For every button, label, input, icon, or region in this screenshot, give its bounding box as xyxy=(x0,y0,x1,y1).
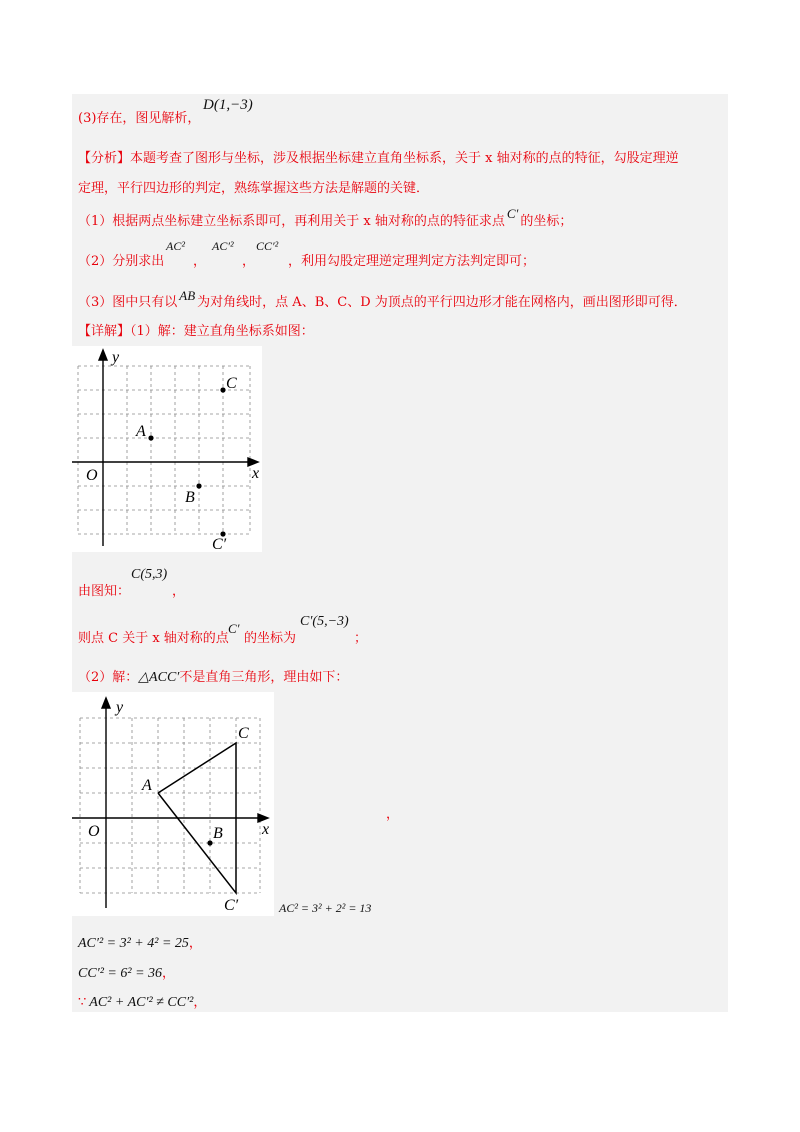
figure-1-point-b xyxy=(196,483,201,488)
sym-text-a: 则点 C 关于 x 轴对称的点 xyxy=(78,631,229,646)
figure-1-origin: O xyxy=(86,467,98,484)
figure-2-label-cprime: C′ xyxy=(224,897,239,914)
sym-semicolon: ； xyxy=(354,631,368,646)
figure-1-label-c: C xyxy=(226,375,237,392)
detail-part1: （1）解：建立直角坐标系如图： xyxy=(130,324,314,339)
figure-2-label-a: A xyxy=(142,777,152,794)
figure-1-point-a xyxy=(148,435,153,440)
step1-end: 的坐标； xyxy=(520,214,573,229)
figure-2-x-label: x xyxy=(262,821,270,838)
step2-comma-1: ， xyxy=(193,254,207,269)
figure-2-label-b: B xyxy=(213,825,223,842)
step1-line xyxy=(78,206,573,229)
part2-triangle: △ACC′ xyxy=(138,670,180,685)
from-fig-label: 由图知： xyxy=(78,584,131,599)
figure-2-label-c: C xyxy=(238,725,249,742)
step2-comma-2: ， xyxy=(242,254,256,269)
figure-2-plot xyxy=(72,692,274,916)
step3-ab: AB xyxy=(179,288,196,303)
figure-2-y-label: y xyxy=(116,699,124,716)
eq-ccprime-squared: CC′² = 6² = 36 xyxy=(78,966,163,981)
figure-1-label-cprime: C′ xyxy=(212,536,227,552)
analysis-body: 本题考查了图形与坐标，涉及根据坐标建立直角坐标系，关于 x 轴对称的点的特征，勾股定理逆 xyxy=(130,151,679,166)
figure-1-label-a: A xyxy=(136,423,146,440)
figure-1-label-b: B xyxy=(185,489,195,506)
eq-acprime-squared: AC′² = 3² + 4² = 25 xyxy=(78,936,189,951)
step2-term-acp: AC′² xyxy=(212,239,234,253)
c-coord: C(5,3) xyxy=(131,567,168,582)
eq3-comma: ， xyxy=(162,966,176,981)
figure-2-origin: O xyxy=(88,823,100,840)
detail-line xyxy=(78,325,314,338)
part2-prefix: （2）解： xyxy=(78,670,139,685)
sym-text-b: 的坐标为 xyxy=(244,631,297,646)
step3-rest: 为对角线时，点 A、B、C、D 为顶点的平行四边形才能在网格内，画出图形即可得． xyxy=(197,295,687,310)
stray-comma: ， xyxy=(386,807,400,822)
figure-1-point-c xyxy=(220,387,225,392)
step2-rest: ，利用勾股定理逆定理判定方法判定即可； xyxy=(288,254,536,269)
sym-point: C′ xyxy=(228,621,240,636)
part3-answer: D(1,−3) xyxy=(203,97,253,113)
analysis-line-1 xyxy=(78,152,679,165)
step1-point: C′ xyxy=(506,206,519,221)
eq4-comma: ， xyxy=(193,995,207,1010)
step3-prefix: （3）图中只有以 xyxy=(78,295,178,310)
step2-line xyxy=(78,255,164,268)
detail-tag: 【详解】 xyxy=(78,324,131,339)
eq2-comma: ， xyxy=(188,936,202,951)
step2-term-ac: AC² xyxy=(166,239,185,253)
sym-coord: C′(5,−3) xyxy=(300,614,349,629)
c-coord-comma: ， xyxy=(172,584,186,599)
eq2-line xyxy=(78,937,202,951)
analysis-tag: 【分析】 xyxy=(78,151,131,166)
eq3-line xyxy=(78,967,175,981)
figure-1 xyxy=(72,346,262,552)
eq-ac-squared: AC² = 3² + 2² = 13 xyxy=(279,901,372,915)
figure-1-x-label: x xyxy=(252,465,260,482)
figure-1-plot xyxy=(72,346,262,552)
part2-line xyxy=(78,671,348,685)
figure-2-point-b xyxy=(207,840,212,845)
step2-prefix: （2）分别求出 xyxy=(78,254,165,269)
step1-text: （1）根据两点坐标建立坐标系即可，再利用关于 x 轴对称的点的特征求点 xyxy=(78,214,505,229)
eq-inequality: AC² + AC′² ≠ CC′² xyxy=(89,995,194,1010)
figure-1-y-label: y xyxy=(112,349,120,366)
figure-2 xyxy=(72,692,274,916)
part3-label: (3)存在，图见解析， xyxy=(78,111,201,126)
analysis-line-2: 定理，平行四边形的判定，熟练掌握这些方法是解题的关键． xyxy=(78,181,430,196)
because-line xyxy=(78,996,206,1010)
step2-term-ccp: CC′² xyxy=(256,239,279,253)
step3-line xyxy=(78,288,687,310)
because-symbol: ∵ xyxy=(78,995,87,1010)
part2-rest: 不是直角三角形，理由如下： xyxy=(179,670,349,685)
